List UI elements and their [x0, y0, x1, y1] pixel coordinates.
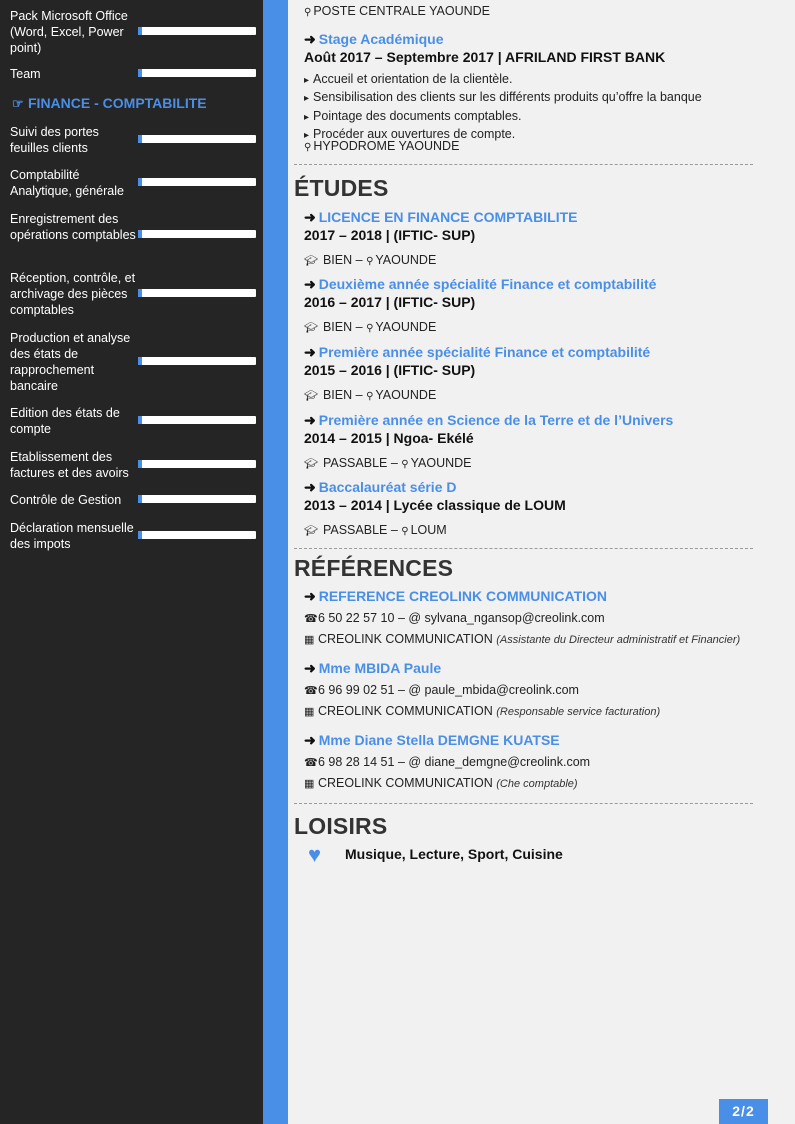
skill-level-bar — [138, 460, 256, 468]
building-icon: ▦ — [304, 778, 315, 790]
map-marker-icon: ⚲ — [366, 391, 374, 402]
skill-name: Team — [10, 67, 41, 81]
skill-name: Etablissement des factures et des avoirs — [10, 450, 129, 480]
etude-title: ➜ Baccalauréat série D — [304, 479, 457, 495]
skill-level-fill — [138, 289, 142, 297]
references-heading: RÉFÉRENCES — [294, 555, 454, 581]
reference-email: diane_demgne@creolink.com — [424, 755, 591, 769]
hand-pointer-icon: ☞ — [12, 96, 24, 111]
section-divider — [294, 803, 753, 804]
skill-name: Réception, contrôle, et archivage des pièces comptables — [10, 271, 136, 317]
reference-title: ➜ Mme MBIDA Paule — [304, 660, 442, 676]
etude-title: ➜ LICENCE EN FINANCE COMPTABILITE — [304, 209, 578, 225]
map-marker-icon: ⚲ — [366, 323, 374, 334]
etude-meta: 🎓︎ BIEN – ⚲ YAOUNDE — [304, 388, 437, 402]
map-marker-icon: ⚲ — [401, 526, 409, 537]
reference-phone: 6 98 28 14 51 — [318, 755, 395, 769]
reference-company: CREOLINK COMMUNICATION — [318, 776, 493, 790]
skill-name: Suivi des portes feuilles clients — [10, 125, 99, 155]
reference-phone: 6 96 99 02 51 — [318, 683, 395, 697]
loisirs-heading: LOISIRS — [294, 813, 388, 839]
etude-subtitle: 2013 – 2014 | Lycée classique de LOUM — [304, 497, 566, 513]
etude-mention: BIEN — [322, 253, 353, 267]
map-marker-icon: ⚲ — [401, 459, 409, 470]
reference-email: paule_mbida@creolink.com — [424, 683, 579, 697]
experience-entry-title: ➜ Stage Académique — [304, 31, 444, 47]
sidebar-heading-label: FINANCE - COMPTABILITE — [28, 95, 207, 111]
experience-top-location: ⚲ POSTE CENTRALE YAOUNDE — [304, 4, 490, 18]
reference-email: sylvana_ngansop@creolink.com — [424, 611, 605, 625]
experience-entry-subtitle: Août 2017 – Septembre 2017 | AFRILAND FIRST BANK — [304, 49, 666, 65]
reference-company: CREOLINK COMMUNICATION — [318, 704, 493, 718]
graduation-cap-icon: 🎓︎ — [304, 255, 318, 267]
skill-level-fill — [138, 495, 142, 503]
loisirs-text: Musique, Lecture, Sport, Cuisine — [345, 846, 563, 862]
skill-level-fill — [138, 27, 142, 35]
reference-company-line — [304, 632, 740, 646]
graduation-cap-icon: 🎓︎ — [304, 322, 318, 334]
etude-mention: BIEN — [322, 320, 353, 334]
building-icon: ▦ — [304, 634, 315, 646]
arrow-right-icon: ➜ — [304, 209, 316, 225]
etude-subtitle: 2017 – 2018 | (IFTIC- SUP) — [304, 227, 476, 243]
list-item: ▸ Procéder aux ouvertures de compte. — [304, 126, 764, 144]
skill-level-bar — [138, 230, 256, 238]
skill-level-bar — [138, 289, 256, 297]
etude-location: YAOUNDE — [410, 456, 472, 470]
map-marker-icon: ⚲ — [304, 7, 312, 18]
etude-subtitle: 2015 – 2016 | (IFTIC- SUP) — [304, 362, 476, 378]
reference-title: ➜ Mme Diane Stella DEMGNE KUATSE — [304, 732, 560, 748]
reference-title: ➜ REFERENCE CREOLINK COMMUNICATION — [304, 588, 608, 604]
etude-mention: BIEN — [322, 388, 353, 402]
arrow-right-icon: ➜ — [304, 732, 316, 748]
etude-subtitle: 2014 – 2015 | Ngoa- Ekélé — [304, 430, 474, 446]
list-item: ▸ Sensibilisation des clients sur les différents produits qu’offre la banque — [304, 89, 764, 107]
skill-level-fill — [138, 460, 142, 468]
list-item: ▸ Accueil et orientation de la clientèle. — [304, 71, 764, 89]
phone-icon: ☎ — [304, 685, 318, 697]
skill-level-bar — [138, 135, 256, 143]
sidebar — [0, 0, 263, 1124]
skill-level-fill — [138, 416, 142, 424]
reference-role: (Che comptable) — [496, 778, 578, 790]
skill-name: Production et analyse des états de rapprochement bancaire — [10, 331, 131, 393]
skill-level-bar — [138, 357, 256, 365]
etude-meta: 🎓︎ BIEN – ⚲ YAOUNDE — [304, 320, 437, 334]
arrow-right-icon: ➜ — [304, 412, 316, 428]
etude-location: LOUM — [410, 523, 447, 537]
map-marker-icon: ⚲ — [304, 142, 312, 153]
section-divider — [294, 548, 753, 549]
reference-role: (Responsable service facturation) — [496, 706, 661, 718]
skill-level-bar — [138, 531, 256, 539]
skill-name: Pack Microsoft Office (Word, Excel, Power point) — [10, 9, 128, 55]
list-item: ▸ Pointage des documents comptables. — [304, 108, 764, 126]
graduation-cap-icon: 🎓︎ — [304, 525, 318, 537]
skill-name: Comptabilité Analytique, générale — [10, 168, 124, 198]
graduation-cap-icon: 🎓︎ — [304, 458, 318, 470]
heart-icon: ♥ — [308, 842, 322, 867]
section-divider — [294, 164, 753, 165]
arrow-right-icon: ➜ — [304, 479, 316, 495]
skill-level-fill — [138, 135, 142, 143]
reference-role: (Assistante du Directeur administratif et Financier) — [496, 634, 741, 646]
arrow-right-icon: ➜ — [304, 276, 316, 292]
experience-entry-location: ⚲ HYPODROME YAOUNDE — [304, 139, 460, 153]
skill-name: Déclaration mensuelle des impots — [10, 521, 134, 551]
main-column — [294, 0, 789, 1124]
skill-level-bar — [138, 495, 256, 503]
skill-level-bar — [138, 178, 256, 186]
etude-location: YAOUNDE — [375, 253, 437, 267]
skill-level-fill — [138, 531, 142, 539]
etude-meta: 🎓︎ BIEN – ⚲ YAOUNDE — [304, 253, 437, 267]
etudes-heading: ÉTUDES — [294, 175, 389, 201]
reference-contact: ☎6 98 28 14 51 – @ diane_demgne@creolink.com — [304, 755, 591, 769]
etude-location: YAOUNDE — [375, 388, 437, 402]
graduation-cap-icon: 🎓︎ — [304, 390, 318, 402]
skill-level-bar — [138, 27, 256, 35]
phone-icon: ☎ — [304, 613, 318, 625]
skill-name: Contrôle de Gestion — [10, 493, 122, 507]
arrow-right-icon: ➜ — [304, 31, 316, 47]
skill-name: Edition des états de compte — [10, 406, 120, 436]
skill-level-bar — [138, 69, 256, 77]
skill-level-fill — [138, 230, 142, 238]
etude-title: ➜ Première année spécialité Finance et comptabilité — [304, 344, 651, 360]
reference-company: CREOLINK COMMUNICATION — [318, 632, 493, 646]
skill-level-fill — [138, 357, 142, 365]
sidebar-section-heading — [12, 95, 207, 112]
reference-contact: ☎6 50 22 57 10 – @ sylvana_ngansop@creolink.com — [304, 611, 605, 625]
etude-mention: PASSABLE — [322, 523, 388, 537]
arrow-right-icon: ➜ — [304, 344, 316, 360]
page-number-badge: 2/2 — [719, 1099, 768, 1124]
etude-title: ➜ Deuxième année spécialité Finance et comptabilité — [304, 276, 657, 292]
accent-strip — [263, 0, 288, 1124]
etude-meta: 🎓︎ PASSABLE – ⚲ YAOUNDE — [304, 456, 472, 470]
reference-contact: ☎6 96 99 02 51 – @ paule_mbida@creolink.com — [304, 683, 579, 697]
arrow-right-icon: ➜ — [304, 588, 316, 604]
skill-level-bar — [138, 416, 256, 424]
etude-meta: 🎓︎ PASSABLE – ⚲ LOUM — [304, 523, 447, 537]
experience-bullets — [304, 71, 764, 144]
etude-mention: PASSABLE — [322, 456, 388, 470]
phone-icon: ☎ — [304, 757, 318, 769]
reference-phone: 6 50 22 57 10 — [318, 611, 395, 625]
map-marker-icon: ⚲ — [366, 256, 374, 267]
etude-title: ➜ Première année en Science de la Terre et de l’Univers — [304, 412, 674, 428]
skill-level-fill — [138, 69, 142, 77]
reference-company-line — [304, 704, 660, 718]
skill-level-fill — [138, 178, 142, 186]
arrow-right-icon: ➜ — [304, 660, 316, 676]
etude-subtitle: 2016 – 2017 | (IFTIC- SUP) — [304, 294, 476, 310]
etude-location: YAOUNDE — [375, 320, 437, 334]
building-icon: ▦ — [304, 706, 315, 718]
reference-company-line — [304, 776, 578, 790]
skill-name: Enregistrement des opérations comptables — [10, 212, 136, 242]
